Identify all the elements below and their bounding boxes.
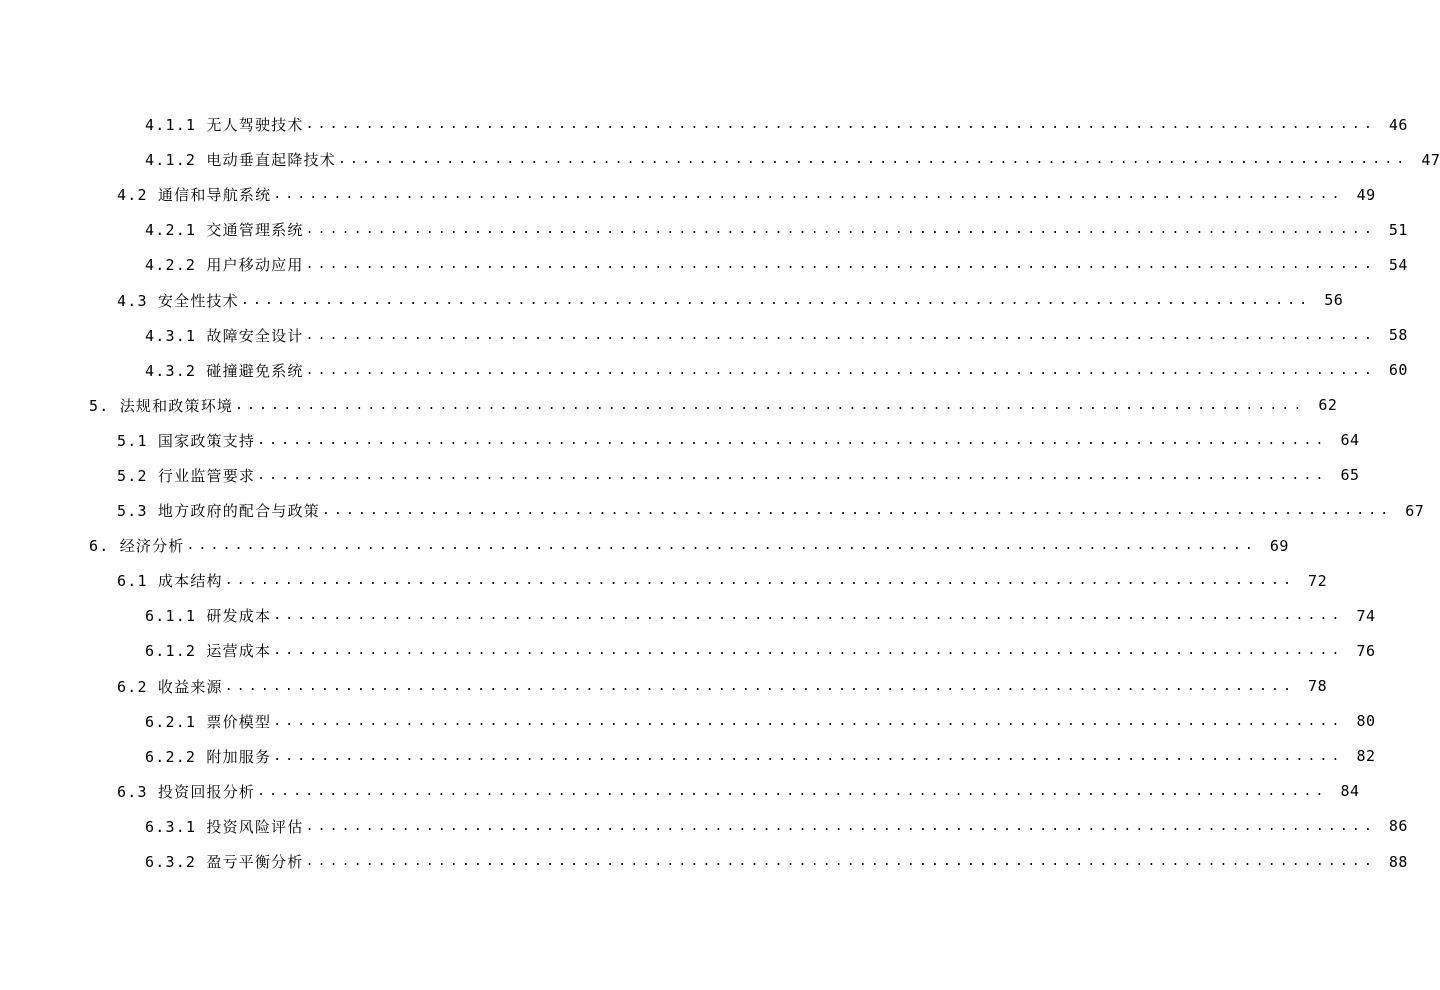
toc-dot-leader: ......................................................................................... <box>305 854 1376 870</box>
toc-page-number: 46 <box>1388 115 1408 134</box>
toc-page-number: 74 <box>1356 606 1376 625</box>
toc-page-number: 54 <box>1388 255 1408 274</box>
toc-page-number: 64 <box>1340 431 1360 450</box>
toc-entry[interactable] <box>0 177 1376 212</box>
toc-dot-leader: ......................................................................................... <box>224 573 1296 589</box>
toc-page-number: 51 <box>1388 220 1408 239</box>
toc-entry-title: 4.2.1 交通管理系统 <box>145 221 304 240</box>
toc-entry[interactable] <box>0 774 1360 809</box>
toc-dot-leader: ......................................................................................... <box>305 818 1376 834</box>
toc-entry[interactable] <box>0 739 1376 774</box>
toc-entry-title: 5. 法规和政策环境 <box>89 396 234 415</box>
toc-dot-leader: ......................................................................................... <box>273 187 1344 203</box>
toc-entry[interactable] <box>0 353 1408 388</box>
toc-entry-title: 5.2 行业监管要求 <box>117 466 256 485</box>
toc-page-number: 56 <box>1324 291 1344 310</box>
toc-dot-leader: ......................................................................................... <box>186 538 1257 554</box>
toc-entry-title: 4.2.2 用户移动应用 <box>145 256 304 275</box>
toc-page-number: 69 <box>1269 536 1289 555</box>
toc-page-number: 49 <box>1356 185 1376 204</box>
toc-entry[interactable] <box>0 247 1408 282</box>
toc-dot-leader: ......................................................................................... <box>257 467 1328 483</box>
toc-entry[interactable] <box>0 563 1328 598</box>
toc-page-number: 86 <box>1388 817 1408 836</box>
toc-entry[interactable] <box>0 212 1408 247</box>
toc-entry[interactable] <box>0 318 1408 353</box>
toc-entry-title: 6.1.2 运营成本 <box>145 642 272 661</box>
toc-entry-title: 4.3.2 碰撞避免系统 <box>145 361 304 380</box>
toc-dot-leader: ......................................................................................... <box>273 608 1344 624</box>
toc-entry[interactable] <box>0 633 1376 668</box>
toc-page-number: 72 <box>1308 571 1328 590</box>
toc-page-number: 67 <box>1405 501 1425 520</box>
toc-entry[interactable] <box>0 598 1376 633</box>
toc-dot-leader: ......................................................................................... <box>305 362 1376 378</box>
toc-page-number: 65 <box>1340 466 1360 485</box>
toc-dot-leader: ......................................................................................... <box>240 292 1312 308</box>
toc-dot-leader: ......................................................................................... <box>338 152 1409 168</box>
toc-entry[interactable] <box>0 528 1289 563</box>
toc-page-number: 84 <box>1340 782 1360 801</box>
toc-page-number: 60 <box>1388 361 1408 380</box>
toc-entry-title: 6.3 投资回报分析 <box>117 782 256 801</box>
toc-page-number: 82 <box>1356 747 1376 766</box>
toc-dot-leader: ......................................................................................... <box>305 327 1376 343</box>
toc-dot-leader: ......................................................................................... <box>305 117 1376 133</box>
toc-dot-leader: ......................................................................................... <box>257 432 1328 448</box>
toc-dot-leader: ......................................................................................... <box>257 783 1328 799</box>
toc-entry-title: 6.2 收益来源 <box>117 677 223 696</box>
toc-entry-title: 6.1 成本结构 <box>117 572 223 591</box>
toc-entry[interactable] <box>0 704 1376 739</box>
table-of-contents <box>0 107 1440 879</box>
toc-page-number: 47 <box>1421 150 1440 169</box>
toc-entry-title: 6.2.1 票价模型 <box>145 712 272 731</box>
toc-entry-title: 6.3.2 盈亏平衡分析 <box>145 853 304 872</box>
toc-dot-leader: ......................................................................................... <box>235 397 1306 413</box>
toc-entry[interactable] <box>0 493 1425 528</box>
toc-entry-title: 5.1 国家政策支持 <box>117 431 256 450</box>
toc-entry-title: 6. 经济分析 <box>89 537 185 556</box>
toc-entry-title: 4.1.2 电动垂直起降技术 <box>145 151 336 170</box>
toc-page-number: 80 <box>1356 712 1376 731</box>
toc-entry[interactable] <box>0 458 1360 493</box>
toc-dot-leader: ......................................................................................... <box>273 643 1344 659</box>
toc-page-number: 78 <box>1308 677 1328 696</box>
toc-entry[interactable] <box>0 844 1408 879</box>
toc-entry[interactable] <box>0 142 1440 177</box>
toc-page-number: 58 <box>1388 326 1408 345</box>
toc-entry[interactable] <box>0 423 1360 458</box>
toc-entry[interactable] <box>0 669 1328 704</box>
toc-dot-leader: ......................................................................................... <box>305 257 1376 273</box>
toc-entry[interactable] <box>0 809 1408 844</box>
toc-entry-title: 4.1.1 无人驾驶技术 <box>145 116 304 135</box>
toc-dot-leader: ......................................................................................... <box>305 222 1376 238</box>
toc-page-number: 62 <box>1318 396 1338 415</box>
toc-page-number: 76 <box>1356 641 1376 660</box>
toc-entry-title: 6.1.1 研发成本 <box>145 607 272 626</box>
toc-entry-title: 6.2.2 附加服务 <box>145 747 272 766</box>
toc-entry-title: 4.3 安全性技术 <box>117 291 239 310</box>
toc-dot-leader: ......................................................................................... <box>321 503 1393 519</box>
toc-entry-title: 6.3.1 投资风险评估 <box>145 817 304 836</box>
toc-entry-title: 5.3 地方政府的配合与政策 <box>117 502 320 521</box>
toc-dot-leader: ......................................................................................... <box>273 713 1344 729</box>
toc-page-number: 88 <box>1388 852 1408 871</box>
toc-dot-leader: ......................................................................................... <box>224 678 1296 694</box>
toc-entry[interactable] <box>0 282 1344 317</box>
toc-entry[interactable] <box>0 107 1408 142</box>
toc-entry-title: 4.2 通信和导航系统 <box>117 186 272 205</box>
toc-entry-title: 4.3.1 故障安全设计 <box>145 326 304 345</box>
toc-dot-leader: ......................................................................................... <box>273 748 1344 764</box>
toc-entry[interactable] <box>0 388 1338 423</box>
